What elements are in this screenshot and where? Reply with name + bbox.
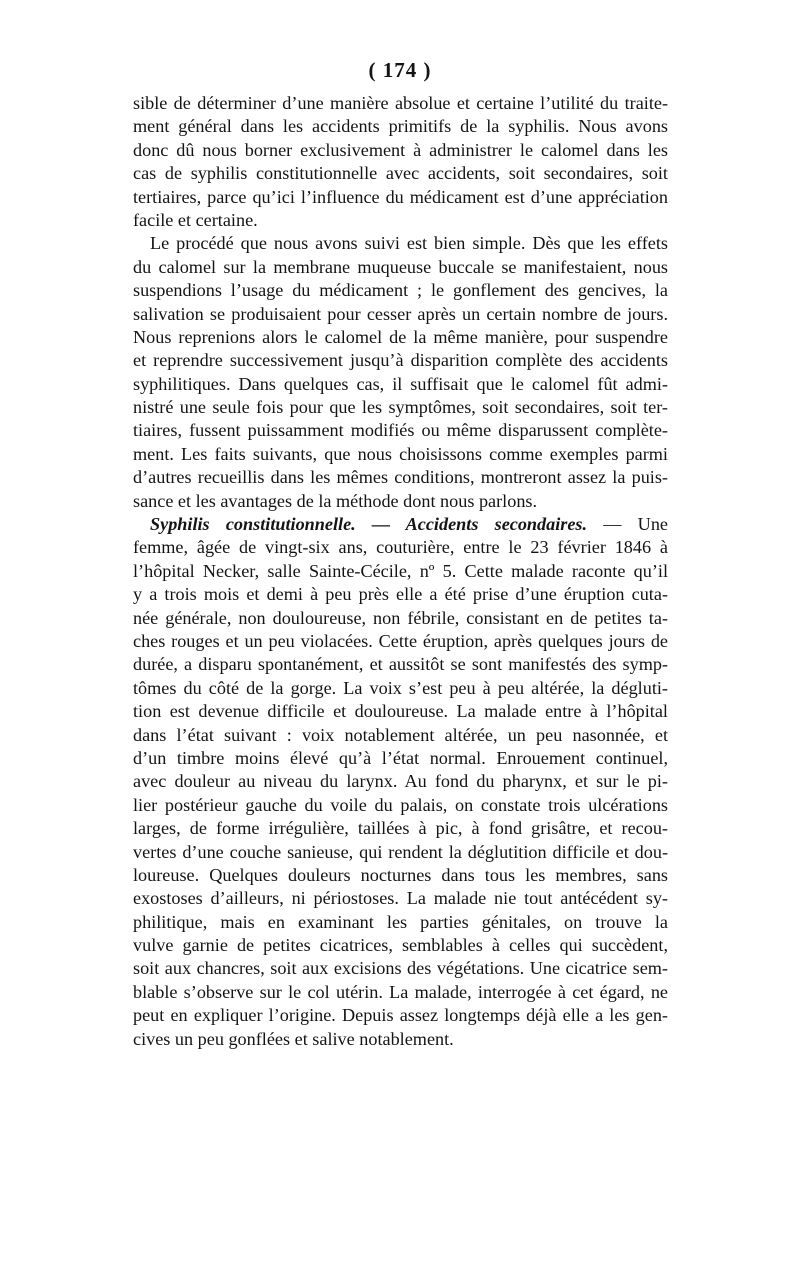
text-line: sance et les avantages de la méthode dont nous parlons. [133,490,538,511]
text-line: dans l’état suivant : voix notablement altérée, un peu nasonnée, et [133,724,668,745]
text-line: femme, âgée de vingt-six ans, couturière, entre le 23 février 1846 à [133,537,668,558]
paragraph-2 [133,232,668,513]
text-line: ches rouges et un peu violacées. Cette éruption, après quelques jours de [133,630,668,651]
text-line: cives un peu gonflées et salive notablement. [133,1028,454,1049]
text-line: l’hôpital Necker, salle Sainte-Cécile, nº 5. Cette malade raconte qu’il [133,560,668,581]
text-line: exostoses d’ailleurs, ni périostoses. La malade nie tout antécédent sy- [133,888,668,909]
text-line: peut en expliquer l’origine. Depuis assez longtemps déjà elle a les gen- [133,1005,668,1026]
text-line: blable s’observe sur le col utérin. La malade, interrogée à cet égard, ne [133,981,668,1002]
text-line: ment général dans les accidents primitifs de la syphilis. Nous avons [133,116,668,137]
text-line: ment. Les faits suivants, que nous choisissons comme exemples parmi [133,443,668,464]
text-line: et reprendre successivement jusqu’à disparition complète des accidents [133,350,668,371]
text-line: d’autres recueillis dans les mêmes conditions, montreront assez la puis- [133,467,668,488]
text-line: durée, a disparu spontanément, et aussitôt se sont manifestés des symp- [133,654,668,675]
text-line: soit aux chancres, soit aux excisions des végétations. Une cicatrice sem- [133,958,668,979]
text-line: cas de syphilis constitutionnelle avec accidents, soit secondaires, soit [133,163,668,184]
text-line: syphilitiques. Dans quelques cas, il suffisait que le calomel fût admi- [133,373,668,394]
page-number: ( 174 ) [368,58,432,82]
text-line: philitique, mais en examinant les parties génitales, on trouve la [133,911,668,932]
text-line: Le procédé que nous avons suivi est bien simple. Dès que les effets [150,233,668,254]
text-line: salivation se produisaient pour cesser après un certain nombre de jours. [133,303,668,324]
text-line: facile et certaine. [133,209,258,230]
text-line: vertes d’une couche sanieuse, qui rendent la déglutition difficile et dou- [133,841,668,862]
text-line: nistré une seule fois pour que les symptômes, soit secondaires, soit ter- [133,397,668,418]
text-line: vulve garnie de petites cicatrices, semblables à celles qui succèdent, [133,935,668,956]
text-line: larges, de forme irrégulière, taillées à pic, à fond grisâtre, et recou- [133,818,668,839]
text-line: d’un timbre moins élevé qu’à l’état normal. Enrouement continuel, [133,747,668,768]
text-line: sible de déterminer d’une manière absolue et certaine l’utilité du traite- [133,93,668,113]
text-line: tertiaires, parce qu’ici l’influence du médicament est d’une appréciation [133,186,668,207]
text-line: lier postérieur gauche du voile du palais, on constate trois ulcérations [133,794,668,815]
text-line: Nous reprenions alors le calomel de la même manière, pour suspendre [133,326,668,347]
text-line: avec douleur au niveau du larynx. Au fond du pharynx, et sur le pi- [133,771,668,792]
section-heading-line [133,513,668,536]
heading-continuation: — Une [587,514,668,535]
text-line: née générale, non douloureuse, non fébrile, consistant en de petites ta- [133,607,668,628]
text-line: loureuse. Quelques douleurs nocturnes dans tous les membres, sans [133,864,668,885]
body-text [133,92,668,1051]
paragraph-1 [133,92,668,232]
text-line: donc dû nous borner exclusivement à administrer le calomel dans les [133,139,668,160]
text-line: y a trois mois et demi à peu près elle a été prise d’une éruption cuta- [133,584,668,605]
text-line: tômes du côté de la gorge. La voix s’est peu à peu altérée, la dégluti- [133,677,668,698]
text-line: tion est devenue difficile et douloureuse. La malade entre à l’hôpital [133,701,668,722]
paragraph-3 [133,513,668,1051]
text-line: tiaires, fussent puissamment modifiés ou même disparussent complète- [133,420,668,441]
section-heading: Syphilis constitutionnelle. — Accidents secondaires. [150,514,588,535]
text-line: du calomel sur la membrane muqueuse buccale se manifestaient, nous [133,256,668,277]
text-line: suspendions l’usage du médicament ; le gonflement des gencives, la [133,280,668,301]
